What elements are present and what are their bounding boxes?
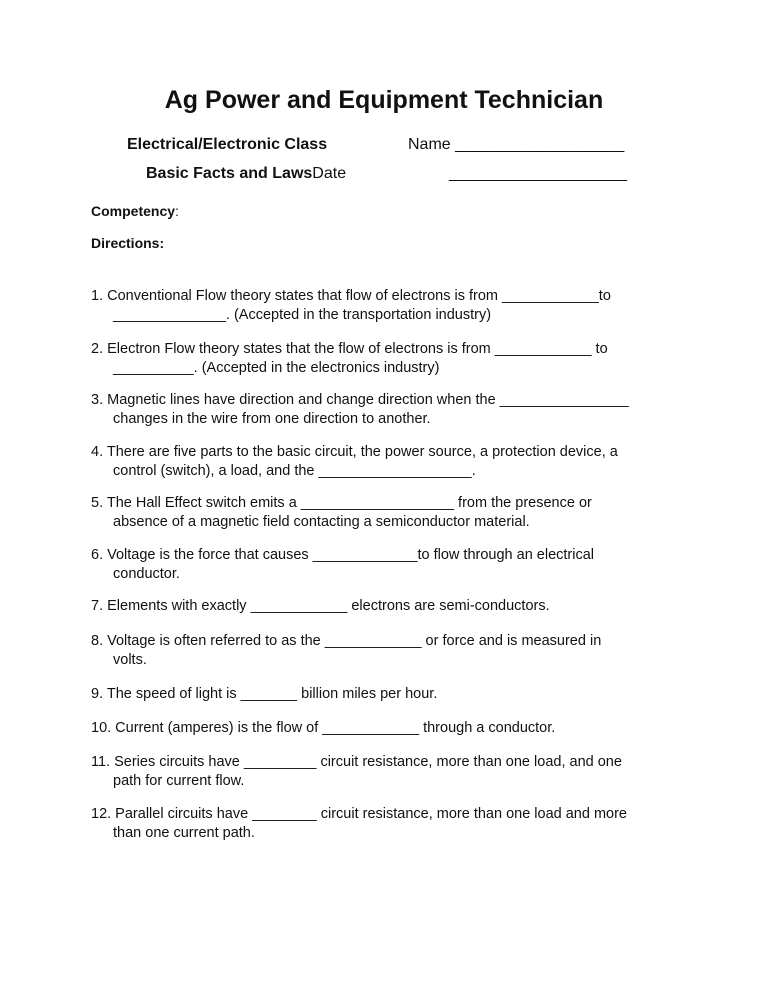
name-blank[interactable]: ___________________ bbox=[455, 136, 625, 153]
question-7 bbox=[91, 597, 671, 616]
subject-label: Basic Facts and Laws bbox=[146, 165, 313, 182]
question-8 bbox=[91, 632, 671, 670]
question-1 bbox=[91, 287, 671, 325]
name-label: Name bbox=[408, 136, 451, 153]
subject-date-row bbox=[146, 165, 346, 183]
question-text-cont: volts. bbox=[113, 652, 147, 668]
question-text-cont: than one current path. bbox=[113, 825, 255, 841]
competency-label bbox=[91, 203, 179, 219]
question-10 bbox=[91, 719, 671, 738]
question-4 bbox=[91, 443, 671, 481]
question-text-cont: conductor. bbox=[113, 566, 180, 582]
question-text: 4. There are five parts to the basic circuit, the power source, a protection device, a bbox=[91, 444, 618, 460]
question-5 bbox=[91, 494, 671, 532]
question-text: 10. Current (amperes) is the flow of ____________ through a conductor. bbox=[91, 720, 556, 736]
question-text: 7. Elements with exactly ____________ electrons are semi-conductors. bbox=[91, 598, 550, 614]
question-text: 12. Parallel circuits have ________ circuit resistance, more than one load and more bbox=[91, 806, 627, 822]
question-9 bbox=[91, 685, 671, 704]
question-text: 11. Series circuits have _________ circuit resistance, more than one load, and one bbox=[91, 754, 622, 770]
question-text-cont: changes in the wire from one direction to another. bbox=[113, 411, 431, 427]
question-text-cont: ______________. (Accepted in the transportation industry) bbox=[113, 307, 492, 323]
question-text: 9. The speed of light is _______ billion miles per hour. bbox=[91, 686, 438, 702]
competency-colon: : bbox=[175, 203, 179, 219]
directions-label: Directions: bbox=[91, 235, 165, 251]
question-text: 6. Voltage is the force that causes _____________to flow through an electrical bbox=[91, 547, 595, 563]
question-text: 3. Magnetic lines have direction and change direction when the ________________ bbox=[91, 392, 629, 408]
question-text: 2. Electron Flow theory states that the flow of electrons is from ____________ to bbox=[91, 341, 608, 357]
question-text-cont: control (switch), a load, and the ___________________. bbox=[113, 463, 476, 479]
competency-text: Competency bbox=[91, 203, 176, 219]
question-2 bbox=[91, 340, 671, 378]
question-11 bbox=[91, 753, 671, 791]
question-12 bbox=[91, 805, 671, 843]
class-label: Electrical/Electronic Class bbox=[127, 136, 328, 153]
date-blank[interactable]: ____________________ bbox=[449, 165, 627, 182]
question-text-cont: path for current flow. bbox=[113, 773, 245, 789]
question-text: 1. Conventional Flow theory states that flow of electrons is from ____________to bbox=[91, 288, 611, 304]
date-label: Date bbox=[312, 165, 347, 182]
question-text-cont: __________. (Accepted in the electronics industry) bbox=[113, 360, 440, 376]
question-3 bbox=[91, 391, 671, 429]
page-title: Ag Power and Equipment Technician bbox=[164, 86, 604, 114]
question-text: 8. Voltage is often referred to as the ____________ or force and is measured in bbox=[91, 633, 602, 649]
name-field[interactable] bbox=[408, 136, 624, 154]
question-6 bbox=[91, 546, 671, 584]
question-text-cont: absence of a magnetic field contacting a semiconductor material. bbox=[113, 514, 530, 530]
question-text: 5. The Hall Effect switch emits a ___________________ from the presence or bbox=[91, 495, 592, 511]
